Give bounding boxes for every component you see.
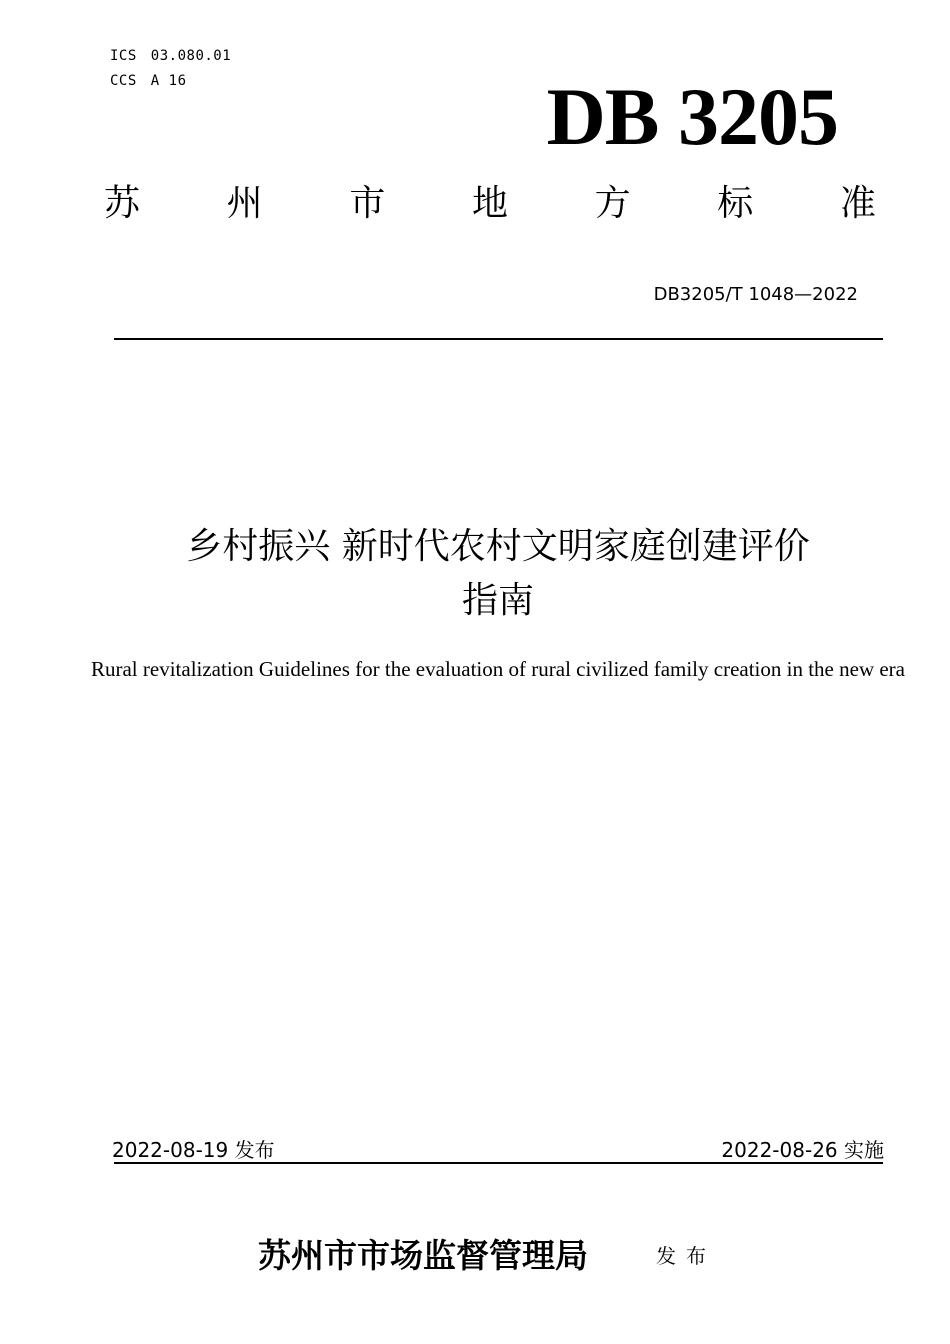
title-english: Rural revitalization Guidelines for the evaluation of rural civilized family creation in the new era: [90, 657, 906, 681]
publish-date: 2022-08-19 发布: [112, 1138, 275, 1162]
standard-type-char: 苏: [104, 183, 141, 224]
ics-line: [110, 48, 245, 64]
title-chinese: [60, 520, 936, 628]
db-code-logo: DB 3205: [546, 71, 838, 162]
ics-code: 03.080.01: [150, 48, 232, 64]
standard-type-char: 州: [226, 183, 263, 224]
standard-type-char: 市: [349, 183, 386, 224]
issue-label: 发布: [656, 1244, 716, 1268]
issuer-name: 苏州市市场监督管理局: [258, 1236, 588, 1275]
ccs-line: [110, 73, 201, 89]
implement-date: 2022-08-26 实施: [721, 1138, 884, 1162]
ics-label: ICS: [110, 48, 137, 64]
top-divider: [114, 338, 883, 340]
title-chinese-line2: 指南: [461, 580, 534, 621]
standard-type-char: 标: [717, 183, 754, 224]
standard-type-char: 准: [839, 183, 876, 224]
ccs-label: CCS: [110, 73, 137, 89]
bottom-divider: [114, 1162, 883, 1164]
standard-number: DB3205/T 1048—2022: [653, 284, 858, 305]
standard-type-char: 方: [594, 183, 631, 224]
standard-type-char: 地: [471, 183, 508, 224]
title-chinese-line1: 乡村振兴 新时代农村文明家庭创建评价: [186, 526, 810, 567]
ccs-code: A 16: [150, 73, 187, 89]
standard-type: [104, 183, 876, 224]
